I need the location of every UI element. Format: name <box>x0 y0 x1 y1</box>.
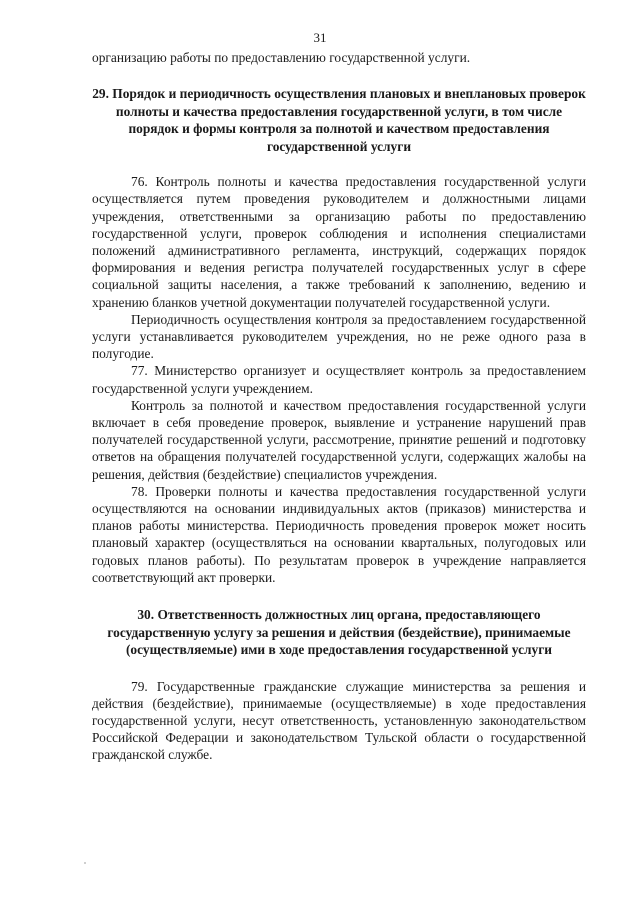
page-content <box>92 49 586 764</box>
paragraph-78: 78. Проверки полноты и качества предоставления государственной услуги осуществляются на основании индивидуальных актов (приказов) министерства и планов работы министерства. Периодичность проведения проверок может носить плановый характер (осуществляться на основании квартальных, полугодовых или годовых планов работы). По результатам проверок в учреждение направляется соответствующий акт проверки. <box>92 483 586 585</box>
section-30-heading: 30. Ответственность должностных лиц органа, предоставляющего государственную услугу за решения и действия (бездействие), принимаемые (осуществляемые) ими в ходе предоставления государственной услуги <box>107 607 571 658</box>
scan-artifact <box>84 862 86 864</box>
page-number: 31 <box>313 30 327 45</box>
paragraph-79: 79. Государственные гражданские служащие министерства за решения и действия (бездействие), принимаемые (осуществляемые) в ходе предоставления государственной услуги, несут ответственность, установленную законодательством Российской Федерации и законодательством Тульской области о государственной гражданской службе. <box>92 678 586 763</box>
paragraph-control-scope: Контроль за полнотой и качеством предоставления государственной услуги включает в себя проведение проверок, выявление и устранение нарушений прав получателей государственной услуги, рассмотрение, принятие решений и подготовку ответов на обращения получателей государственной услуги, содержащих жалобы на решения, действия (бездействие) специалистов учреждения. <box>92 397 586 482</box>
paragraph-76: 76. Контроль полноты и качества предоставления государственной услуги осуществляется путем проведения руководителем и должностными лицами учреждения, ответственными за организацию работы по предоставлению государственной услуги, проверок соблюдения и исполнения специалистами положений административного регламента, инструкций, содержащих порядок формирования и ведения регистра получателей государственных услуг в сфере социальной защиты населения, а также требований к заполнению, ведению и хранению бланков учетной документации получателей государственной услуги. <box>92 174 586 310</box>
paragraph-77: 77. Министерство организует и осуществляет контроль за предоставлением государственной услуги учреждением. <box>92 363 586 396</box>
continuation-text: организацию работы по предоставлению государственной услуги. <box>92 50 471 65</box>
paragraph-periodicity: Периодичность осуществления контроля за предоставлением государственной услуги устанавливается руководителем учреждения, но не реже одного раза в полугодие. <box>92 311 586 362</box>
section-29-heading: 29. Порядок и периодичность осуществления плановых и внеплановых проверок полноты и качества предоставления государственной услуги, в том числе порядок и формы контроля за полнотой и качеством предоставления государственной услуги <box>92 86 586 154</box>
